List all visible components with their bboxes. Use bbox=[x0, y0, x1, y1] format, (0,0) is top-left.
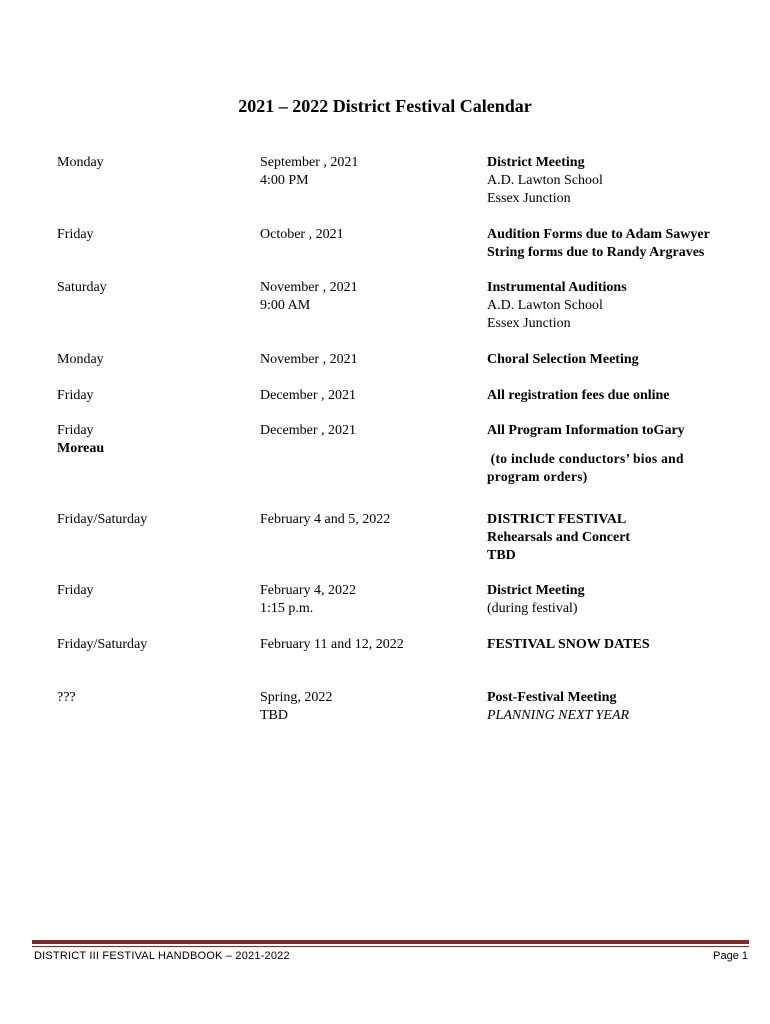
date-cell bbox=[260, 387, 475, 405]
day-cell bbox=[57, 387, 247, 405]
event-note: (during festival) bbox=[487, 601, 578, 616]
day-text: Friday/Saturday bbox=[57, 637, 148, 652]
event-title: District Meeting bbox=[487, 155, 585, 170]
day-text: ??? bbox=[57, 690, 76, 705]
date-cell bbox=[260, 154, 475, 190]
day-text: Monday bbox=[57, 155, 104, 170]
date-text: December , 2021 bbox=[260, 388, 357, 403]
day-text: Friday/Saturday bbox=[57, 512, 148, 527]
page-title: 2021 – 2022 District Festival Calendar bbox=[238, 96, 532, 116]
event-cell bbox=[487, 154, 757, 208]
day-cell bbox=[57, 154, 247, 172]
event-cell bbox=[487, 226, 757, 262]
event-title: String forms due to Randy Argraves bbox=[487, 245, 705, 260]
date-cell bbox=[260, 511, 475, 529]
day-cell bbox=[57, 422, 247, 458]
date-text: September , 2021 bbox=[260, 155, 359, 170]
date-cell bbox=[260, 636, 475, 654]
page-number: Page 1 bbox=[713, 950, 748, 962]
event-town: Essex Junction bbox=[487, 316, 571, 331]
day-cell bbox=[57, 279, 247, 297]
day-text: Friday bbox=[57, 388, 94, 403]
time-text: TBD bbox=[260, 708, 288, 723]
event-cell bbox=[487, 582, 757, 618]
date-cell bbox=[260, 279, 475, 315]
date-text: Spring, 2022 bbox=[260, 690, 333, 705]
event-cell bbox=[487, 689, 757, 725]
time-text: 4:00 PM bbox=[260, 173, 309, 188]
date-text: February 11 and 12, 2022 bbox=[260, 637, 404, 652]
event-cell bbox=[487, 422, 757, 486]
date-cell bbox=[260, 226, 475, 244]
event-cell bbox=[487, 279, 757, 333]
event-cell bbox=[487, 387, 757, 405]
event-note: (to include conductors’ bios and bbox=[487, 451, 684, 466]
date-text: November , 2021 bbox=[260, 280, 358, 295]
day-cell bbox=[57, 351, 247, 369]
event-note: PLANNING NEXT YEAR bbox=[487, 708, 630, 723]
day-text: Friday bbox=[57, 227, 94, 242]
day-cell bbox=[57, 511, 247, 529]
date-text: October , 2021 bbox=[260, 227, 344, 242]
event-subtitle: TBD bbox=[487, 548, 516, 563]
day-text: Friday bbox=[57, 423, 94, 438]
date-text: November , 2021 bbox=[260, 352, 358, 367]
date-cell bbox=[260, 582, 475, 618]
day-cell bbox=[57, 582, 247, 600]
event-subtitle: Rehearsals and Concert bbox=[487, 530, 631, 545]
event-cell bbox=[487, 636, 757, 654]
event-title: All Program Information toGary bbox=[487, 423, 685, 438]
date-text: December , 2021 bbox=[260, 423, 357, 438]
event-title: Post-Festival Meeting bbox=[487, 690, 617, 705]
time-text: 1:15 p.m. bbox=[260, 601, 314, 616]
event-location: A.D. Lawton School bbox=[487, 298, 603, 313]
footer-handbook-title: DISTRICT III FESTIVAL HANDBOOK – 2021-2022 bbox=[34, 950, 290, 962]
contact-name: Moreau bbox=[57, 441, 105, 456]
event-town: Essex Junction bbox=[487, 191, 571, 206]
event-title: District Meeting bbox=[487, 583, 585, 598]
event-note: program orders) bbox=[487, 469, 588, 484]
date-cell bbox=[260, 351, 475, 369]
event-location: A.D. Lawton School bbox=[487, 173, 603, 188]
event-title: All registration fees due online bbox=[487, 388, 670, 403]
event-title: FESTIVAL SNOW DATES bbox=[487, 637, 650, 652]
date-cell bbox=[260, 422, 475, 440]
event-title: Instrumental Auditions bbox=[487, 280, 627, 295]
time-text: 9:00 AM bbox=[260, 298, 311, 313]
footer-divider bbox=[32, 940, 749, 944]
day-text: Monday bbox=[57, 352, 104, 367]
day-cell bbox=[57, 226, 247, 244]
event-title: Audition Forms due to Adam Sawyer bbox=[487, 227, 710, 242]
date-text: February 4 and 5, 2022 bbox=[260, 512, 391, 527]
day-text: Saturday bbox=[57, 280, 107, 295]
day-cell bbox=[57, 636, 247, 654]
date-text: February 4, 2022 bbox=[260, 583, 357, 598]
footer-divider-thin bbox=[32, 946, 749, 947]
event-cell bbox=[487, 351, 757, 369]
day-text: Friday bbox=[57, 583, 94, 598]
day-cell bbox=[57, 689, 247, 707]
date-cell bbox=[260, 689, 475, 725]
event-title: Choral Selection Meeting bbox=[487, 352, 639, 367]
event-title: DISTRICT FESTIVAL bbox=[487, 512, 627, 527]
event-cell bbox=[487, 511, 757, 565]
